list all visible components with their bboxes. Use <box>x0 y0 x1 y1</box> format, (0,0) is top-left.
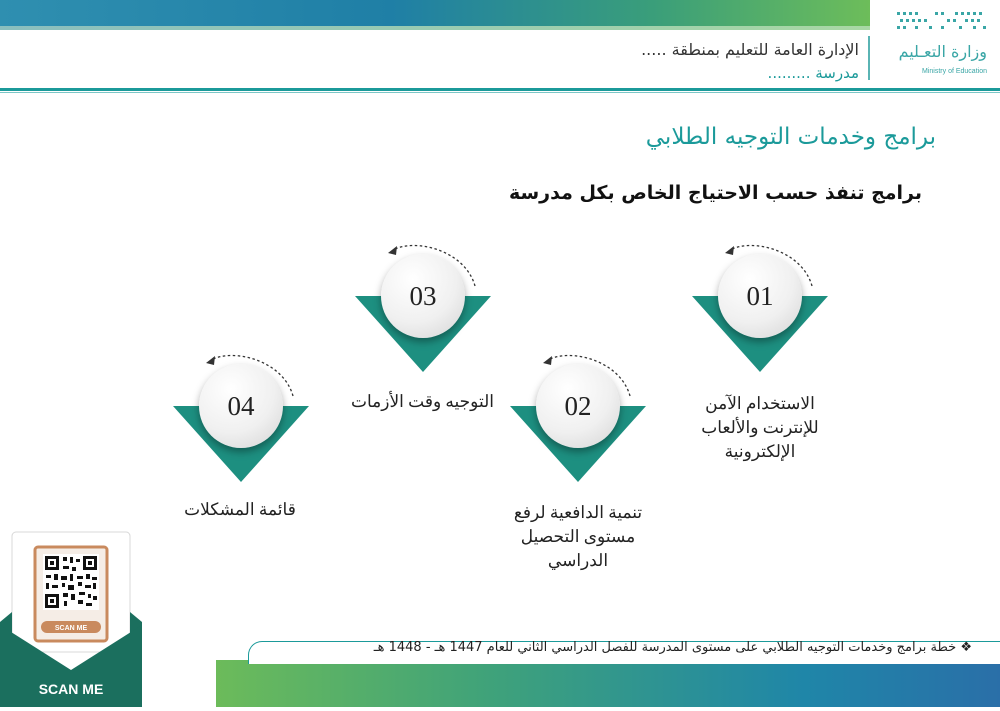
scan-big-label: SCAN ME <box>38 681 104 697</box>
program-label-02: تنمية الدافعية لرفع مستوى التحصيل الدراسي <box>513 503 643 570</box>
footer-bullet-icon: ❖ <box>960 640 972 655</box>
footer-text <box>374 640 972 655</box>
program-label-03: التوجيه وقت الأزمات <box>350 392 494 411</box>
footer-caption: خطة برامج وخدمات التوجيه الطلابي على مستوى المدرسة للفصل الدراسي الثاني للعام 1447 هـ - 1448 هـ <box>373 640 957 655</box>
header-divider <box>868 36 870 80</box>
header-top-bar <box>0 0 870 26</box>
page-title: برامج وخدمات التوجيه الطلابي <box>645 124 936 150</box>
logo-english-text: Ministry of Education <box>922 68 987 75</box>
number-circle: 03 <box>381 254 465 338</box>
program-item-03 <box>355 240 505 390</box>
number-circle: 02 <box>536 364 620 448</box>
program-label-01: الاستخدام الآمن للإنترنت والألعاب الإلكترونية <box>701 394 819 461</box>
program-item-02 <box>510 350 660 500</box>
program-item-01 <box>692 240 842 390</box>
logo-dots-icon <box>893 8 993 44</box>
scan-envelope-icon <box>0 530 142 707</box>
program-item-04 <box>173 350 323 500</box>
header-top-bar-shadow <box>0 26 870 30</box>
number-circle: 01 <box>718 254 802 338</box>
program-label-04: قائمة المشكلات <box>184 500 296 519</box>
header-title: الإدارة العامة للتعليم بمنطقة ..... <box>641 40 859 59</box>
header-underline <box>0 88 1000 91</box>
number-circle: 04 <box>199 364 283 448</box>
logo-arabic-text: وزارة التعـليم <box>898 42 987 61</box>
footer-gradient-band <box>216 660 1000 707</box>
scan-small-label: SCAN ME <box>54 625 88 632</box>
page-subtitle: برامج تنفذ حسب الاحتياج الخاص بكل مدرسة <box>508 182 922 204</box>
header-school: مدرسة ......... <box>767 64 859 82</box>
header-underline-thin <box>0 92 1000 93</box>
scan-me-panel[interactable] <box>0 530 142 707</box>
